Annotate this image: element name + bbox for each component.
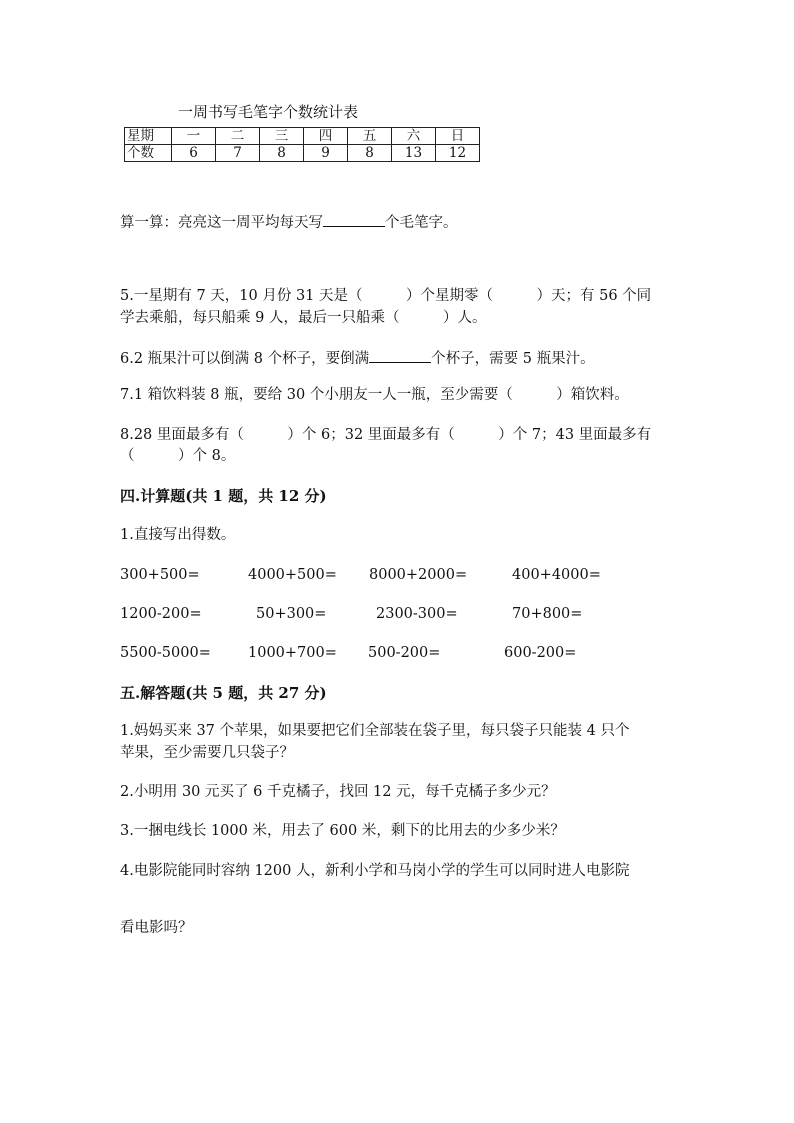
calc-item: 5500-5000= xyxy=(120,645,211,661)
table-cell: 星期 xyxy=(125,128,172,145)
table-cell: 个数 xyxy=(125,145,172,162)
table-cell: 13 xyxy=(392,145,436,162)
table-cell: 三 xyxy=(260,128,304,145)
calc-average-question xyxy=(120,212,458,231)
table-cell: 8 xyxy=(348,145,392,162)
section-5-question-1-line-2: 苹果，至少需要几只袋子？ xyxy=(120,745,294,761)
calc-item: 300+500= xyxy=(120,567,200,583)
question-text: 6.2 瓶果汁可以倒满 8 个杯子，要倒满 xyxy=(120,351,370,367)
table-cell: 五 xyxy=(348,128,392,145)
question-5-line-1: 5.一星期有 7 天，10 月份 31 天是（ ）个星期零（ ）天；有 56 个同 xyxy=(120,288,652,304)
stats-table xyxy=(124,127,480,162)
question-8-line-2: （ ）个 8。 xyxy=(120,448,236,464)
calc-item: 1000+700= xyxy=(248,645,337,661)
calc-item: 500-200= xyxy=(368,645,441,661)
section-4-question-1: 1.直接写出得数。 xyxy=(120,527,236,543)
question-text: 个毛笔字。 xyxy=(385,215,458,231)
section-5-question-3: 3.一捆电线长 1000 米，用去了 600 米，剩下的比用去的少多少米？ xyxy=(120,823,565,839)
question-text: 算一算：亮亮这一周平均每天写 xyxy=(120,215,323,231)
answer-blank[interactable] xyxy=(323,212,385,227)
calc-item: 70+800= xyxy=(512,606,583,622)
section-5-title: 五.解答题(共 5 题，共 27 分) xyxy=(120,684,327,702)
table-cell: 四 xyxy=(304,128,348,145)
calc-item: 1200-200= xyxy=(120,606,202,622)
section-5-question-2: 2.小明用 30 元买了 6 千克橘子，找回 12 元，每千克橘子多少元？ xyxy=(120,784,556,800)
table-cell: 二 xyxy=(216,128,260,145)
table-cell: 7 xyxy=(216,145,260,162)
calc-item: 8000+2000= xyxy=(369,567,468,583)
question-5-line-2: 学去乘船，每只船乘 9 人，最后一只船乘（ ）人。 xyxy=(120,310,487,326)
question-6 xyxy=(120,348,595,367)
answer-blank[interactable] xyxy=(369,348,431,363)
section-4-title: 四.计算题(共 1 题，共 12 分) xyxy=(120,487,327,505)
question-text: 个杯子，需要 5 瓶果汁。 xyxy=(431,351,595,367)
calc-item: 2300-300= xyxy=(376,606,458,622)
table-cell: 6 xyxy=(172,145,216,162)
calc-item: 50+300= xyxy=(256,606,327,622)
calc-item: 600-200= xyxy=(504,645,577,661)
section-5-question-4-line-2: 看电影吗？ xyxy=(120,920,193,936)
table-cell: 9 xyxy=(304,145,348,162)
table-cell: 12 xyxy=(436,145,480,162)
section-5-question-1-line-1: 1.妈妈买来 37 个苹果，如果要把它们全部装在袋子里，每只袋子只能装 4 只个 xyxy=(120,723,630,739)
question-7: 7.1 箱饮料装 8 瓶，要给 30 个小朋友一人一瓶，至少需要（ ）箱饮料。 xyxy=(120,387,629,403)
table-title: 一周书写毛笔字个数统计表 xyxy=(178,103,359,121)
table-cell: 六 xyxy=(392,128,436,145)
calc-item: 4000+500= xyxy=(248,567,337,583)
question-8-line-1: 8.28 里面最多有（ ）个 6；32 里面最多有（ ）个 7；43 里面最多有 xyxy=(120,427,652,443)
table-row xyxy=(125,128,480,145)
table-cell: 8 xyxy=(260,145,304,162)
table-row xyxy=(125,145,480,162)
table-cell: 一 xyxy=(172,128,216,145)
section-5-question-4-line-1: 4.电影院能同时容纳 1200 人，新利小学和马岗小学的学生可以同时进人电影院 xyxy=(120,863,630,879)
table-cell: 日 xyxy=(436,128,480,145)
calc-item: 400+4000= xyxy=(512,567,601,583)
